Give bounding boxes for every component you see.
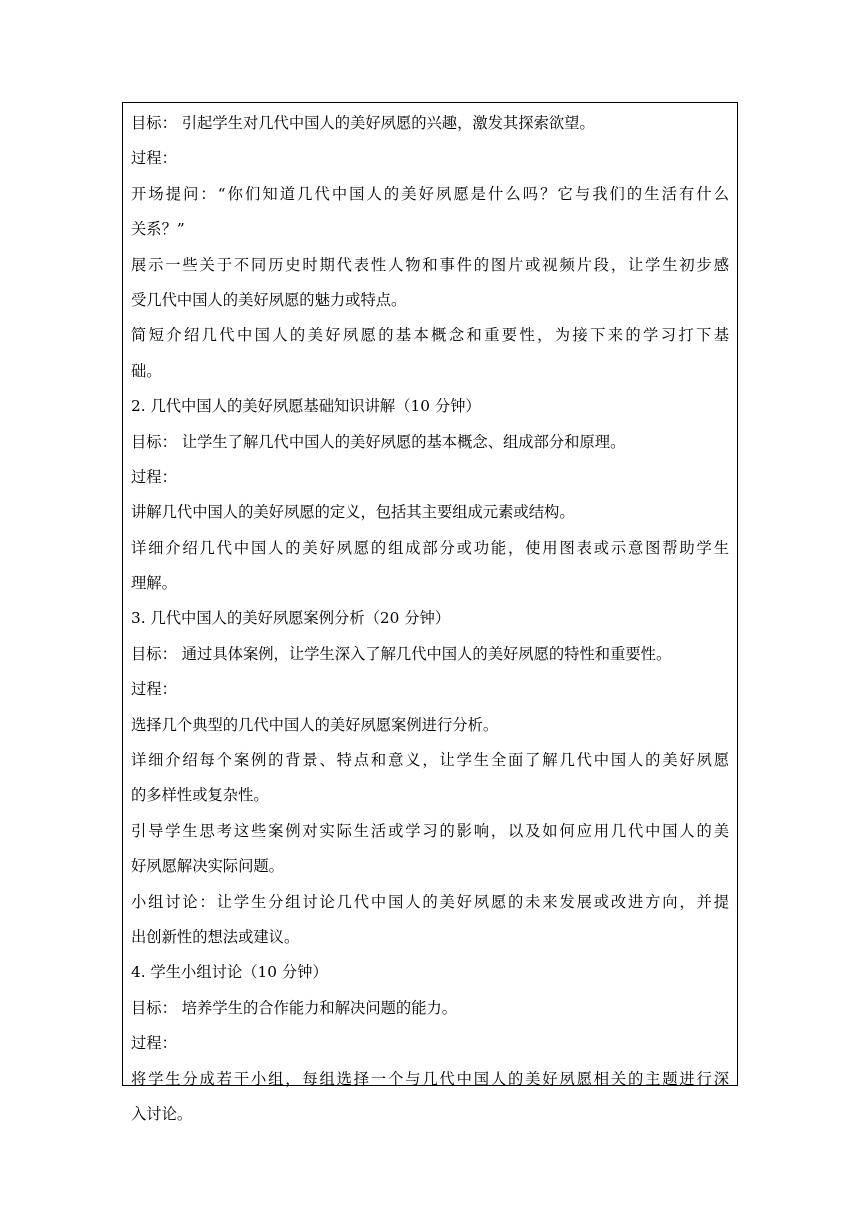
- text-line: 引导学生思考这些案例对实际生活或学习的影响，以及如何应用几代中国人的美: [131, 821, 729, 840]
- lesson-plan-table-cell: [122, 102, 738, 1123]
- text-line: 将学生分成若干小组，每组选择一个与几代中国人的美好夙愿相关的主题进行深: [131, 1069, 729, 1088]
- text-line: 小组讨论：让学生分组讨论几代中国人的美好夙愿的未来发展或改进方向，并提: [131, 892, 729, 911]
- text-line: 理解。: [131, 574, 177, 593]
- text-line: 好夙愿解决实际问题。: [131, 857, 284, 876]
- text-line: 过程：: [131, 680, 177, 699]
- text-line: 展示一些关于不同历史时期代表性人物和事件的图片或视频片段，让学生初步感: [131, 255, 729, 274]
- text-line: 入讨论。: [131, 1104, 193, 1123]
- text-line: 出创新性的想法或建议。: [131, 927, 300, 946]
- text-line: 开场提问：“你们知道几代中国人的美好夙愿是什么吗？它与我们的生活有什么: [131, 184, 729, 203]
- text-line: 目标： 引起学生对几代中国人的美好夙愿的兴趣，激发其探索欲望。: [131, 114, 595, 132]
- text-line: 目标： 让学生了解几代中国人的美好夙愿的基本概念、组成部分和原理。: [131, 432, 626, 451]
- text-line: 简短介绍几代中国人的美好夙愿的基本概念和重要性，为接下来的学习打下基: [131, 326, 729, 345]
- text-line: 目标： 通过具体案例，让学生深入了解几代中国人的美好夙愿的特性和重要性。: [131, 644, 672, 663]
- text-line: 受几代中国人的美好夙愿的魅力或特点。: [131, 290, 407, 309]
- text-line: 过程：: [131, 149, 177, 168]
- text-line: 的多样性或复杂性。: [131, 786, 269, 805]
- text-line: 础。: [131, 361, 162, 380]
- text-line: 3. 几代中国人的美好夙愿案例分析（20 分钟）: [131, 609, 451, 628]
- text-line: 详细介绍每个案例的背景、特点和意义，让学生全面了解几代中国人的美好夙愿: [131, 751, 729, 770]
- text-line: 过程：: [131, 467, 177, 486]
- text-line: 讲解几代中国人的美好夙愿的定义，包括其主要组成元素或结构。: [131, 503, 575, 522]
- text-line: 目标： 培养学生的合作能力和解决问题的能力。: [131, 998, 458, 1017]
- text-line: 详细介绍几代中国人的美好夙愿的组成部分或功能，使用图表或示意图帮助学生: [131, 538, 729, 557]
- text-line: 关系？”: [131, 220, 185, 239]
- text-line: 4. 学生小组讨论（10 分钟）: [131, 963, 328, 982]
- text-line: 2. 几代中国人的美好夙愿基础知识讲解（10 分钟）: [131, 397, 481, 416]
- text-line: 过程：: [131, 1034, 177, 1053]
- text-line: 选择几个典型的几代中国人的美好夙愿案例进行分析。: [131, 715, 499, 734]
